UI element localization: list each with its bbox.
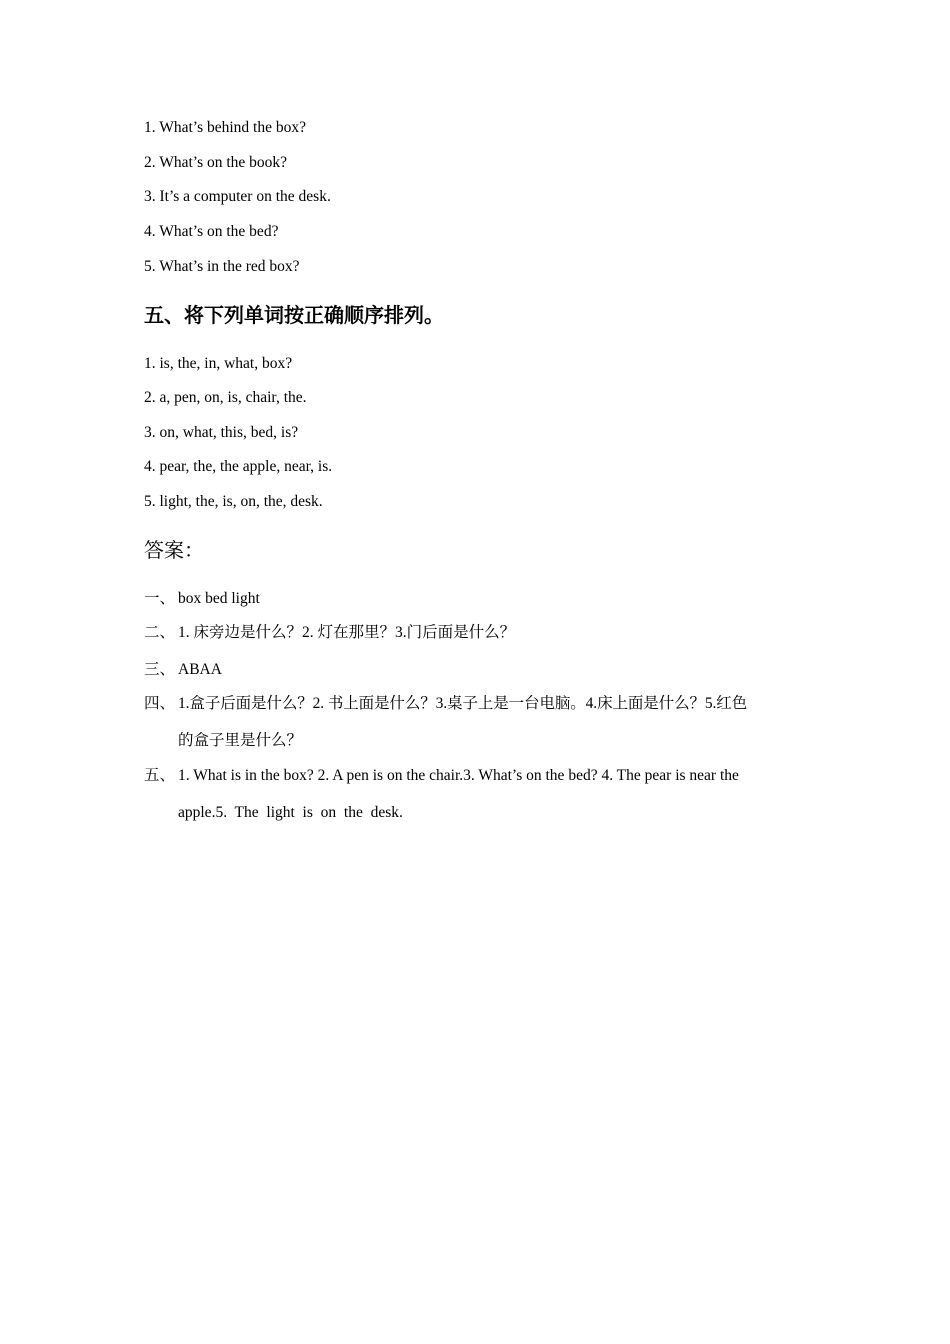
- answer-1-label: 一、: [144, 590, 176, 607]
- section4-item-1: 1. What’s behind the box?: [144, 119, 307, 136]
- answer-4-line-2: 的盒子里是什么？: [178, 732, 303, 749]
- section5-heading: 五、将下列单词按正确顺序排列。: [144, 303, 444, 327]
- answer-3-text: ABAA: [178, 661, 222, 678]
- answers-heading: 答案：: [144, 538, 204, 562]
- answer-4: [144, 694, 806, 751]
- section4-item-4: 4. What’s on the bed?: [144, 223, 279, 240]
- answer-3-label: 三、: [144, 661, 176, 678]
- section5-item-5: 5. light, the, is, on, the, desk.: [144, 493, 323, 510]
- answer-5-line-1: 1. What is in the box? 2. A pen is on the chair.3. What’s on the bed? 4. The pear is near the: [178, 767, 739, 784]
- section4-item-3: 3. It’s a computer on the desk.: [144, 188, 331, 205]
- section5-item-3: 3. on, what, this, bed, is?: [144, 424, 299, 441]
- section5-item-2: 2. a, pen, on, is, chair, the.: [144, 389, 307, 406]
- answer-2-label: 二、: [144, 624, 176, 641]
- answer-3: [144, 660, 806, 680]
- answer-4-label: 四、: [144, 695, 176, 712]
- section5-item-4: 4. pear, the, the apple, near, is.: [144, 458, 333, 475]
- answer-5-label: 五、: [144, 767, 176, 784]
- answer-1-text: box bed light: [178, 590, 260, 607]
- answer-1: [144, 589, 806, 609]
- section5-item-1: 1. is, the, in, what, box?: [144, 355, 293, 372]
- answer-5-line-2: apple.5. The light is on the desk.: [178, 804, 403, 821]
- answer-2: [144, 623, 806, 643]
- section4-item-2: 2. What’s on the book?: [144, 154, 288, 171]
- answer-2-text: 1. 床旁边是什么？2. 灯在那里？3.门后面是什么？: [178, 624, 516, 641]
- section4-item-5: 5. What’s in the red box?: [144, 258, 300, 275]
- answer-4-line-1: 1.盒子后面是什么？2. 书上面是什么？3.桌子上是一台电脑。4.床上面是什么？5.红色: [178, 695, 748, 712]
- answer-5: [144, 766, 806, 823]
